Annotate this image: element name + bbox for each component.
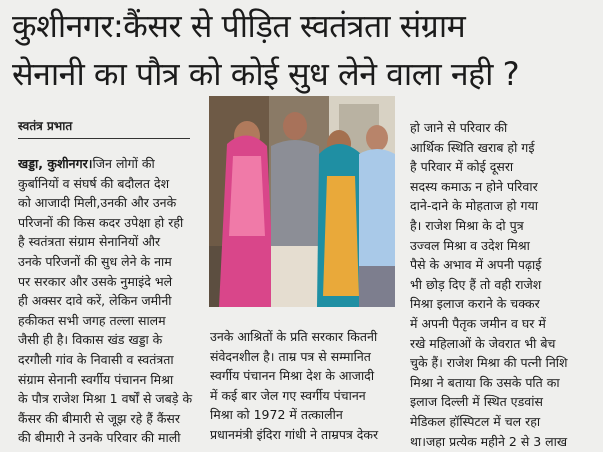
column-line: उनके आश्रितों के प्रति सरकार कितनी [210, 329, 378, 344]
column-line: स्वर्गीय पंचानन मिश्रा देश के आजादी [210, 368, 375, 384]
column-line: दाने-दाने के मोहताज हो गया [410, 198, 539, 214]
headline-line-1: कुशीनगर:कैंसर से पीड़ित स्वतंत्रता संग्राम [12, 7, 466, 45]
column-line: उज्वल मिश्रा व उदेश मिश्रा [410, 237, 530, 253]
column-line: में अपनी पैतृक जमीन व घर में [410, 315, 546, 331]
column-line: भी छोड़ दिए हैं तो वही राजेश [410, 276, 542, 292]
column-line: खड्डा, कुशीनगर।जिन लोगों की [18, 156, 155, 171]
column-line: पर सरकार और उसके नुमाइंदे भले [18, 273, 173, 289]
byline: स्वतंत्र प्रभात [18, 117, 190, 139]
family-photo-illustration [209, 96, 395, 307]
article-column-2 [210, 327, 396, 445]
headline [12, 2, 597, 98]
column-line: था।जहा प्रत्येक महीने 2 से 3 लाख [410, 433, 568, 449]
column-line: ही अक्सर दावे करें, लेकिन जमीनी [18, 293, 172, 309]
column-line: के पौत्र राजेश मिश्रा 1 वर्षों से जबड़े के [18, 391, 193, 407]
column-line: प्रधानमंत्री इंदिरा गांधी ने ताम्रपत्र देकर [210, 426, 379, 442]
article-column-1 [18, 154, 194, 448]
family-photo [209, 96, 395, 307]
column-line: इलाज दिल्ली में स्थित एडवांस [410, 394, 543, 410]
column-line: संग्राम सेनानी स्वर्गीय पंचानन मिश्रा [18, 371, 174, 387]
dateline: खड्डा, कुशीनगर। [18, 156, 93, 171]
headline-line-2: सेनानी का पौत्र को कोई सुध लेने वाला नही ? [12, 55, 520, 93]
column-line: आर्थिक स्थिति खराब हो गई [410, 139, 535, 155]
column-line: मिश्रा इलाज कराने के चक्कर [410, 296, 540, 312]
column-line: है। राजेश मिश्रा के दो पुत्र [410, 217, 524, 233]
column-line: है परिवार में कोई दूसरा [410, 159, 514, 175]
column-line: उनके परिजनों की सुध लेने के नाम [18, 253, 172, 269]
article-column-3 [410, 118, 582, 451]
column-line: कैंसर की बीमारी से जूझ रहे हैं कैंसर [18, 410, 180, 426]
column-line: को आजादी मिली,उनकी और उनके [18, 195, 177, 211]
column-line: मिश्रा को 1972 में तत्कालीन [210, 407, 343, 423]
column-line: हो जाने से परिवार की [410, 120, 508, 135]
column-line: रखे महिलाओं के जेवरात भी बेच [410, 335, 556, 351]
column-line: हकीकत सभी जगह तल्ला सालम [18, 312, 166, 328]
column-line: चुके हैं। राजेश मिश्रा की पत्नी निशि [410, 355, 568, 371]
column-line: में कई बार जेल गए स्वर्गीय पंचानन [210, 387, 366, 403]
column-line: पैसे के अभाव में अपनी पढ़ाई [410, 257, 542, 273]
column-line: जैसी ही है। विकास खंड खड्डा के [18, 332, 163, 348]
column-line: दरगौली गांव के निवासी व स्वतंत्रता [18, 351, 174, 367]
column-line: संवेदनशील है। ताम्र पत्र से सम्मानित [210, 348, 371, 364]
column-line: मेडिकल हॉस्पिटल में चल रहा [410, 413, 541, 429]
column-line: है स्वतंत्रता संग्राम सेनानियों और [18, 234, 161, 250]
column-line: की बीमारी ने उनके परिवार की माली [18, 430, 181, 446]
column-line: सदस्य कमाऊ न होने परिवार [410, 178, 538, 194]
column-line: परिजनों की किस कदर उपेक्षा हो रही [18, 214, 184, 230]
column-line: मिश्रा ने बताया कि उसके पति का [410, 374, 560, 390]
column-line: कुर्बानियों व संघर्ष की बदौलत देश [18, 175, 170, 191]
